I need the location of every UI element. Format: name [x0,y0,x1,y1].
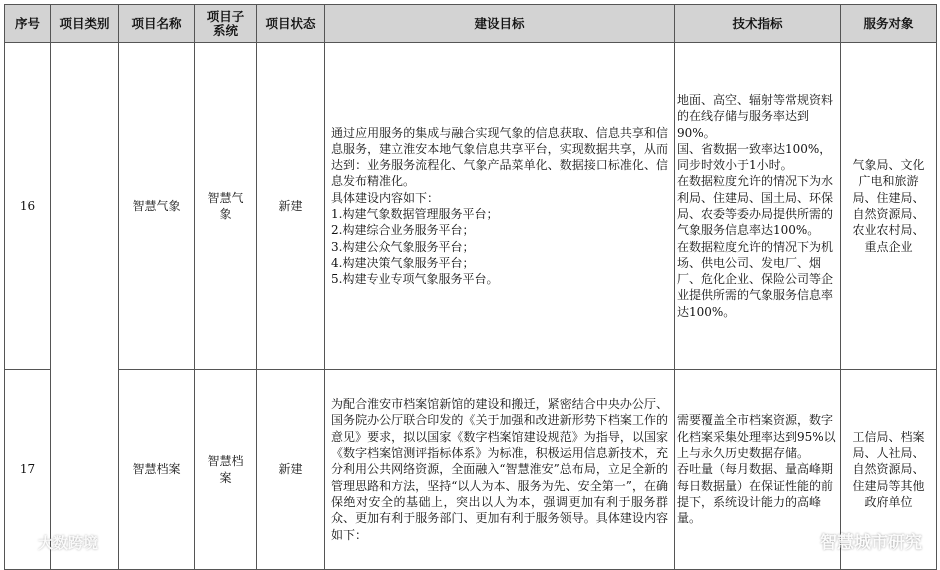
header-serve: 服务对象 [841,5,937,43]
goal-paragraph: 5.构建专业专项气象服务平台。 [331,272,499,287]
watermark-right-text: 智慧城市研究 [820,533,922,553]
header-goal: 建设目标 [325,5,675,43]
tech-paragraph: 在数据粒度允许的情况下为水利局、住建局、国土局、环保局、农委等委办局提供所需的气象服务信息率达100%。 [677,174,834,238]
goal-paragraph: 为配合淮安市档案馆新馆的建设和搬迁，紧密结合中央办公厅、国务院办公厅联合印发的《关于加强和改进新形势下档案工作的意见》要求，拟以国家《数字档案馆建设规范》为指导，以国家《数字档案馆测评指标体系》为标准，积极运用信息新技术，充分利用公共网络资源，全面融入“智慧淮安”总布局，立足全新的管理思路和方法，坚持“以人为本、服务为先、安全第一”，在确保绝对安全的基础上，突出以人为本，强调更加有利于服务群众、更加有利于服务部门、更加有利于服务领导。具体建设内容如下： [331,397,668,542]
row-no: 17 [5,370,51,570]
row-name: 智慧气象 [119,43,195,370]
header-subsystem-text: 项目子系统 [206,8,245,38]
row-status: 新建 [257,43,325,370]
header-status: 项目状态 [257,5,325,43]
row-category [51,43,119,570]
goal-paragraph: 1.构建气象数据管理服务平台； [331,207,499,221]
watermark-left [6,532,98,553]
row-goal [325,43,675,370]
tech-paragraph: 在数据粒度允许的情况下为机场、供电公司、发电厂、烟厂、危化企业、保险公司等企业提供所需的气象服务信息率达100%。 [677,239,834,319]
header-category: 项目类别 [51,5,119,43]
tech-paragraph: 吞吐量（每月数据、量高峰期每日数据量）在保证性能的前提下，系统设计能力的高峰量。 [677,462,834,526]
tech-paragraph: 需要覆盖全市档案资源，数字化档案采集处理率达到95%以上与永久历史数据存储。 [677,413,836,461]
tech-paragraph: 地面、高空、辐射等常规资料的在线存储与服务率达到90%。 [677,92,834,140]
header-no: 序号 [5,5,51,43]
header-name: 项目名称 [119,5,195,43]
goal-paragraph: 通过应用服务的集成与融合实现气象的信息获取、信息共享和信息服务，建立淮安本地气象信息共享平台，实现数据共享，从而达到：业务服务流程化、气象产品菜单化、数据接口标准化、信息发布精准化。 [331,125,668,189]
header-tech: 技术指标 [675,5,841,43]
row-goal [325,370,675,570]
brand-logo-icon [6,534,34,552]
row-serve: 工信局、档案局、人社局、自然资源局、住建局等其他政府单位 [841,370,937,570]
header-row [5,5,937,43]
row-no: 16 [5,43,51,370]
table-row [5,43,937,370]
goal-paragraph: 具体建设内容如下： [331,190,440,205]
row-subsystem [195,43,257,370]
project-table [4,4,937,570]
row-subsystem [195,370,257,570]
row-serve: 气象局、文化广电和旅游局、住建局、自然资源局、农业农村局、重点企业 [841,43,937,370]
row-subsystem-text: 智慧气象 [207,190,244,221]
row-tech [675,43,841,370]
goal-paragraph: 2.构建综合业务服务平台； [331,223,475,238]
goal-paragraph: 3.构建公众气象服务平台； [331,239,475,254]
watermark-right [792,528,922,553]
row-name: 智慧档案 [119,370,195,570]
tech-paragraph: 国、省数据一致率达100%，同步时效小于1小时。 [677,141,832,173]
row-status: 新建 [257,370,325,570]
watermark-left-text: 大数跨境 [38,534,99,552]
goal-paragraph: 4.构建决策气象服务平台； [331,255,475,270]
wechat-icon [792,532,814,550]
row-subsystem-text: 智慧档案 [207,454,244,485]
header-subsystem [195,5,257,43]
